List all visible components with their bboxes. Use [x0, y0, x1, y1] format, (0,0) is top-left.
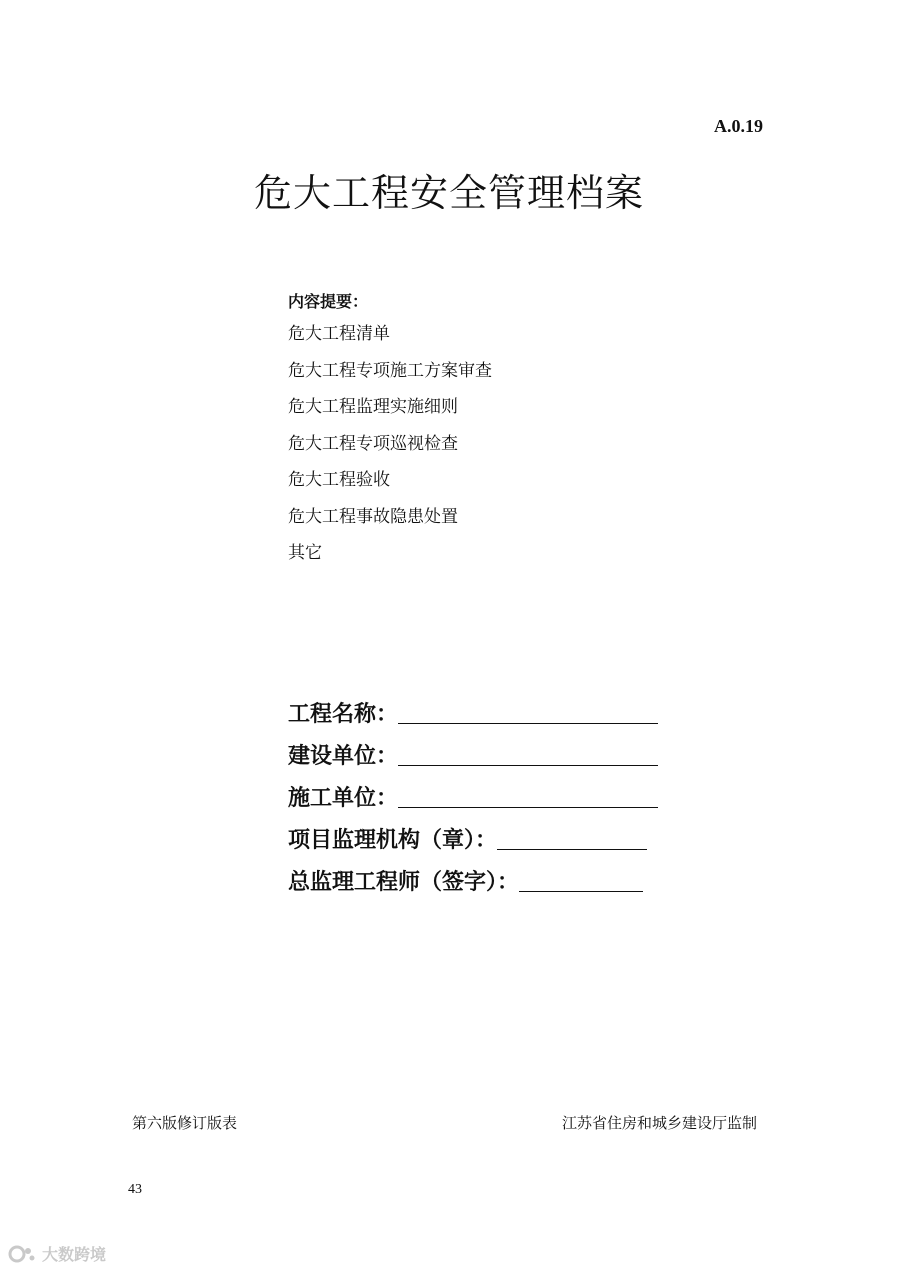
field-supervision-org: [288, 812, 658, 854]
summary-item: 危大工程专项施工方案审查: [288, 360, 492, 381]
field-chief-engineer: [288, 854, 658, 896]
summary-item: 危大工程监理实施细则: [288, 397, 458, 417]
field-label: 项目监理机构（章）：: [288, 828, 498, 853]
form-code: A.0.19: [714, 116, 763, 136]
summary-item: 危大工程事故隐患处置: [288, 506, 458, 527]
page-number: 43: [128, 1182, 142, 1197]
watermark-logo-icon: [8, 1244, 36, 1264]
fill-line: [497, 825, 647, 850]
field-label: 施工单位：: [288, 786, 399, 811]
summary-item: 危大工程专项巡视检查: [288, 433, 458, 454]
fill-line: [398, 741, 658, 766]
field-owner: [288, 728, 658, 770]
field-label: 工程名称：: [288, 702, 399, 727]
field-contractor: [288, 770, 658, 812]
fill-line: [519, 867, 643, 892]
watermark: [8, 1242, 106, 1265]
watermark-text: 大数跨境: [42, 1245, 107, 1264]
footer-issuer: 江苏省住房和城乡建设厅监制: [562, 1114, 758, 1132]
footer-edition: 第六版修订版表: [132, 1114, 238, 1132]
field-label: 建设单位：: [288, 744, 399, 769]
summary-heading: 内容提要：: [288, 292, 369, 311]
fill-line: [398, 699, 658, 724]
fields-block: [288, 686, 658, 896]
fill-line: [398, 783, 658, 808]
field-project-name: [288, 686, 658, 728]
summary-item: 危大工程验收: [288, 470, 390, 490]
summary-item: 危大工程清单: [288, 324, 390, 344]
summary-list: [288, 322, 492, 578]
field-label: 总监理工程师（签字）：: [288, 870, 520, 895]
document-title: 危大工程安全管理档案: [254, 171, 645, 215]
summary-item: 其它: [288, 543, 322, 563]
